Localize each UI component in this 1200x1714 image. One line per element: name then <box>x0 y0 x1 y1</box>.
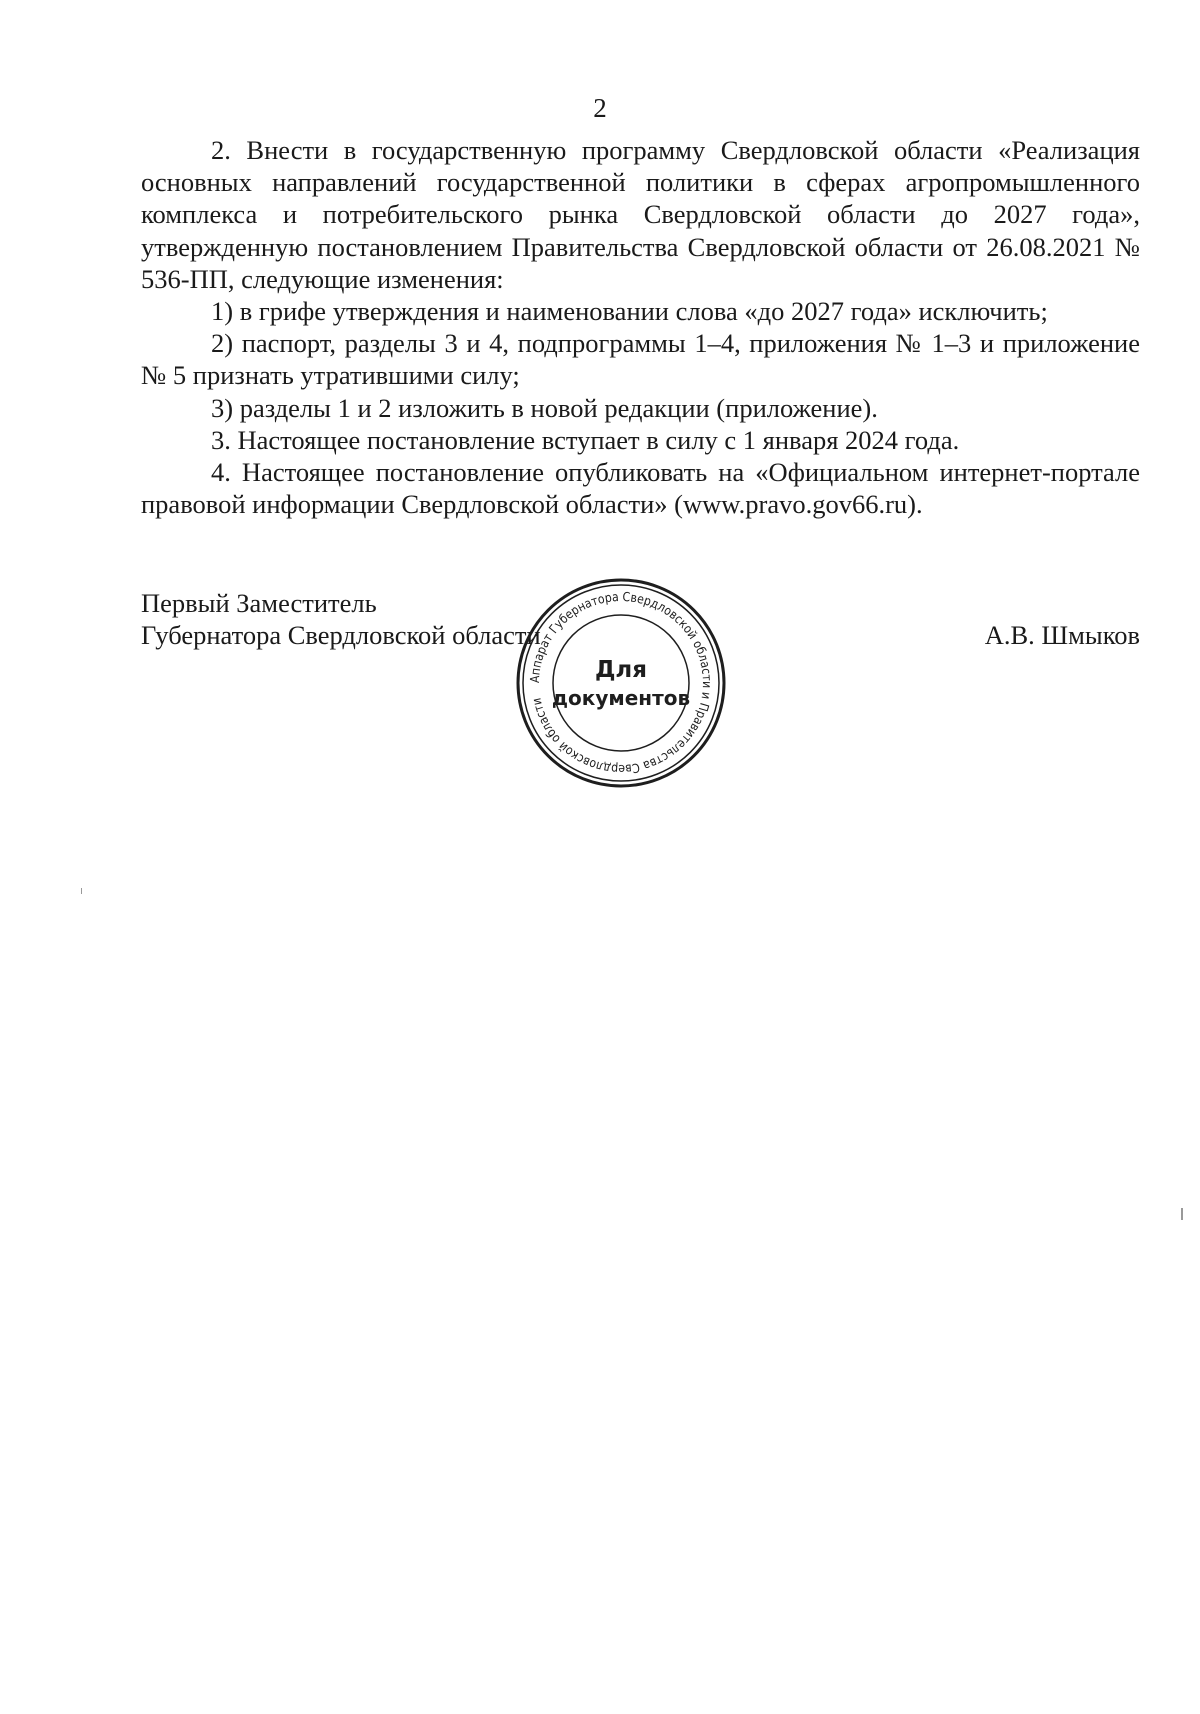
paragraph-item-2: 2. Внести в государственную программу Свердловской области «Реализация основных направлений государственной политики в сферах агропромышленного комплекса и потребительского рынка Свердловской области до 2027 года», утвержденную постановлением Правительства Свердловской области от 26.08.2021 № 536-ПП, следующие изменения: <box>141 135 1140 294</box>
scan-artifact-mark <box>81 888 82 894</box>
stamp-ring-text: Аппарат Губернатора Свердловской области и Правительства Свердловской области <box>526 588 716 778</box>
page-number: 2 <box>593 93 607 123</box>
scan-artifact-mark <box>1181 1208 1183 1220</box>
paragraph-subitem-3: 3) разделы 1 и 2 изложить в новой редакции (приложение). <box>211 392 878 423</box>
official-seal-stamp <box>515 577 727 789</box>
stamp-center-line-1: Для <box>594 657 648 683</box>
stamp-center-line-2: документов <box>551 686 691 710</box>
paragraph-subitem-2: 2) паспорт, разделы 3 и 4, подпрограммы 1–4, приложения № 1–3 и приложение № 5 признать утратившими силу; <box>141 328 1140 391</box>
document-body <box>141 134 1140 520</box>
paragraph-subitem-1: 1) в грифе утверждения и наименовании слова «до 2027 года» исключить; <box>211 296 1048 327</box>
signatory-name: А.В. Шмыков <box>984 620 1140 650</box>
signatory-position-line-2: Губернатора Свердловской области <box>141 620 541 650</box>
paragraph-item-4: 4. Настоящее постановление опубликовать на «Официальном интернет-портале правовой информации Свердловской области» (www.pravo.gov66.ru). <box>141 457 1140 520</box>
signatory-position-line-1: Первый Заместитель <box>141 588 377 618</box>
paragraph-item-3: 3. Настоящее постановление вступает в силу с 1 января 2024 года. <box>211 424 960 455</box>
